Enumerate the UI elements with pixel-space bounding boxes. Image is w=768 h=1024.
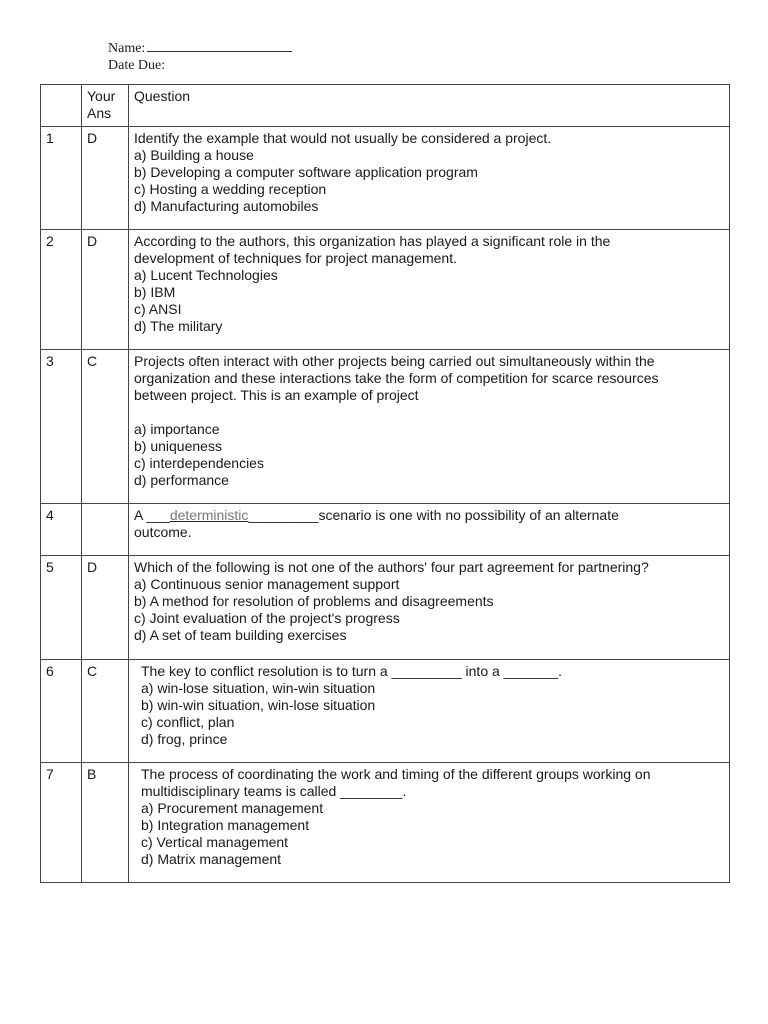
option-b: b) IBM [134,284,176,300]
option-d: d) A set of team building exercises [134,627,347,643]
answer-header-line-2: Ans [87,105,112,121]
option-b: b) win-win situation, win-lose situation [141,697,376,713]
question-cell [129,504,730,556]
question-text-cont: between project. This is an example of project [134,387,419,403]
option-b: b) A method for resolution of problems and disagreements [134,593,494,609]
question-number: 7 [41,763,82,883]
question-text: The key to conflict resolution is to turn a _________ into a _______. [141,663,563,679]
date-due-field [108,57,292,74]
table-row [41,350,730,504]
answer-cell[interactable]: B [82,763,129,883]
question-text: Projects often interact with other projects being carried out simultaneously within the [134,353,655,369]
question-text-cont: multidisciplinary teams is called ________. [141,783,407,799]
option-c: c) interdependencies [134,455,264,471]
question-number: 1 [41,127,82,230]
question-cell [129,127,730,230]
table-row [41,556,730,660]
question-cell [129,556,730,660]
option-c: c) ANSI [134,301,182,317]
option-a: a) importance [134,421,220,437]
option-b: b) Developing a computer software application program [134,164,478,180]
option-c: c) conflict, plan [141,714,235,730]
answer-cell[interactable] [82,504,129,556]
name-field [108,40,292,57]
date-due-label: Date Due: [108,58,166,73]
worksheet-header [108,40,292,74]
option-a: a) Continuous senior management support [134,576,400,592]
table-row [41,127,730,230]
name-label: Name: [108,41,146,56]
question-text: Which of the following is not one of the authors' four part agreement for partnering? [134,559,649,575]
question-number: 4 [41,504,82,556]
question-cell [129,230,730,350]
fill-prefix: A ___ [134,507,170,523]
answer-cell[interactable]: D [82,127,129,230]
option-a: a) win-lose situation, win-win situation [141,680,376,696]
question-column-header: Question [129,85,730,127]
fill-in-answer[interactable]: deterministic [169,507,249,523]
question-text-cont: organization and these interactions take the form of competition for scarce resources [134,370,659,386]
option-d: d) The military [134,318,223,334]
table-row [41,660,730,763]
question-text-cont: development of techniques for project management. [134,250,457,266]
answer-column-header [82,85,129,127]
table-row [41,230,730,350]
question-text: According to the authors, this organization has played a significant role in the [134,233,611,249]
quiz-table [40,84,730,883]
option-d: d) frog, prince [141,731,228,747]
answer-cell[interactable]: D [82,556,129,660]
question-cell [129,763,730,883]
question-cell [129,660,730,763]
option-d: d) performance [134,472,229,488]
option-a: a) Lucent Technologies [134,267,278,283]
answer-cell[interactable]: C [82,660,129,763]
spacer [134,404,724,421]
table-row [41,763,730,883]
option-d: d) Manufacturing automobiles [134,198,319,214]
question-cell [129,350,730,504]
option-a: a) Procurement management [141,800,324,816]
question-number: 5 [41,556,82,660]
question-number: 2 [41,230,82,350]
question-text: The process of coordinating the work and timing of the different groups working on [141,766,651,782]
question-number: 3 [41,350,82,504]
answer-cell[interactable]: C [82,350,129,504]
option-c: c) Hosting a wedding reception [134,181,327,197]
table-row [41,504,730,556]
option-d: d) Matrix management [141,851,282,867]
answer-header-line-1: Your [87,88,116,104]
table-header-row [41,85,730,127]
option-a: a) Building a house [134,147,254,163]
question-text: Identify the example that would not usually be considered a project. [134,130,552,146]
question-text-cont: outcome. [134,524,192,540]
number-column-header [41,85,82,127]
name-blank-line [147,40,292,52]
answer-cell[interactable]: D [82,230,129,350]
option-c: c) Joint evaluation of the project's progress [134,610,400,626]
question-number: 6 [41,660,82,763]
option-c: c) Vertical management [141,834,289,850]
question-text [134,507,724,524]
option-b: b) Integration management [141,817,310,833]
fill-suffix: _________scenario is one with no possibility of an alternate [248,507,619,523]
option-b: b) uniqueness [134,438,222,454]
